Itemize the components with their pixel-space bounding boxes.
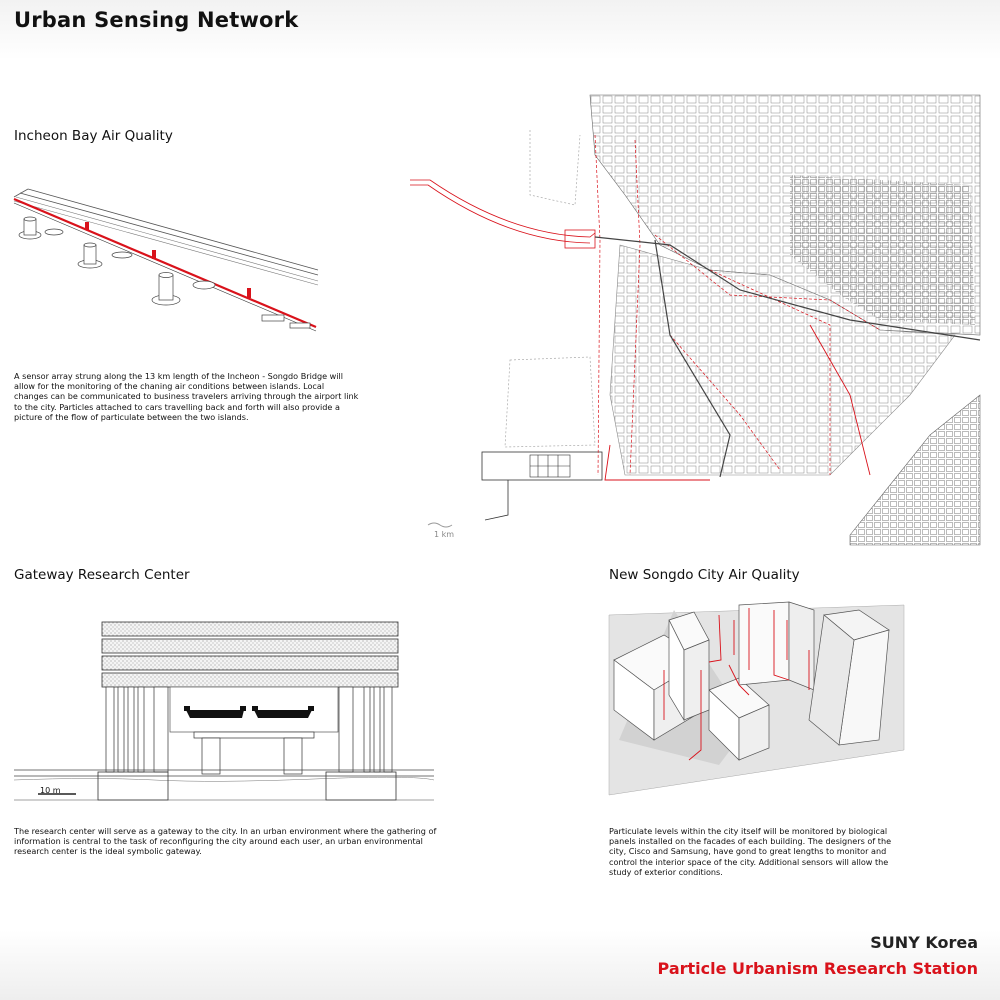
footer-project-title: Particle Urbanism Research Station xyxy=(657,959,978,978)
gateway-description: The research center will serve as a gateway to the city. In an urban environment where the gathering of information is central to the task of reconfiguring the city around each user, an urban environmental research center is the ideal symbolic gateway. xyxy=(14,826,437,857)
incheon-section-title: Incheon Bay Air Quality xyxy=(14,128,173,144)
songdo-section-title: New Songdo City Air Quality xyxy=(609,567,800,583)
bridge-drawing xyxy=(10,175,330,335)
incheon-description: A sensor array strung along the 13 km length of the Incheon - Songdo Bridge will allow for the monitoring of the chaning air conditions between islands. Local changes can be communicated to business travelers arriving through the airport link to the city. Particles attached to cars travelling back and forth will also provide a picture of the flow of particulate between the two islands. xyxy=(14,371,359,422)
page-title: Urban Sensing Network xyxy=(14,8,299,32)
songdo-axonometric-drawing xyxy=(609,600,909,800)
songdo-description: Particulate levels within the city itself will be monitored by biological panels installed on the facades of each building. The designers of the city, Cisco and Samsung, have gond to great lengths to monitor and control the interior space of the city. Additional sensors will allow the study of exterior conditions. xyxy=(609,826,892,877)
footer-organization: SUNY Korea xyxy=(870,933,978,952)
gateway-scale-label: 10 m xyxy=(40,786,61,795)
city-map xyxy=(410,95,980,545)
gateway-section-title: Gateway Research Center xyxy=(14,567,190,583)
gateway-elevation-drawing xyxy=(14,612,434,802)
map-scale-label: 1 km xyxy=(434,530,455,539)
